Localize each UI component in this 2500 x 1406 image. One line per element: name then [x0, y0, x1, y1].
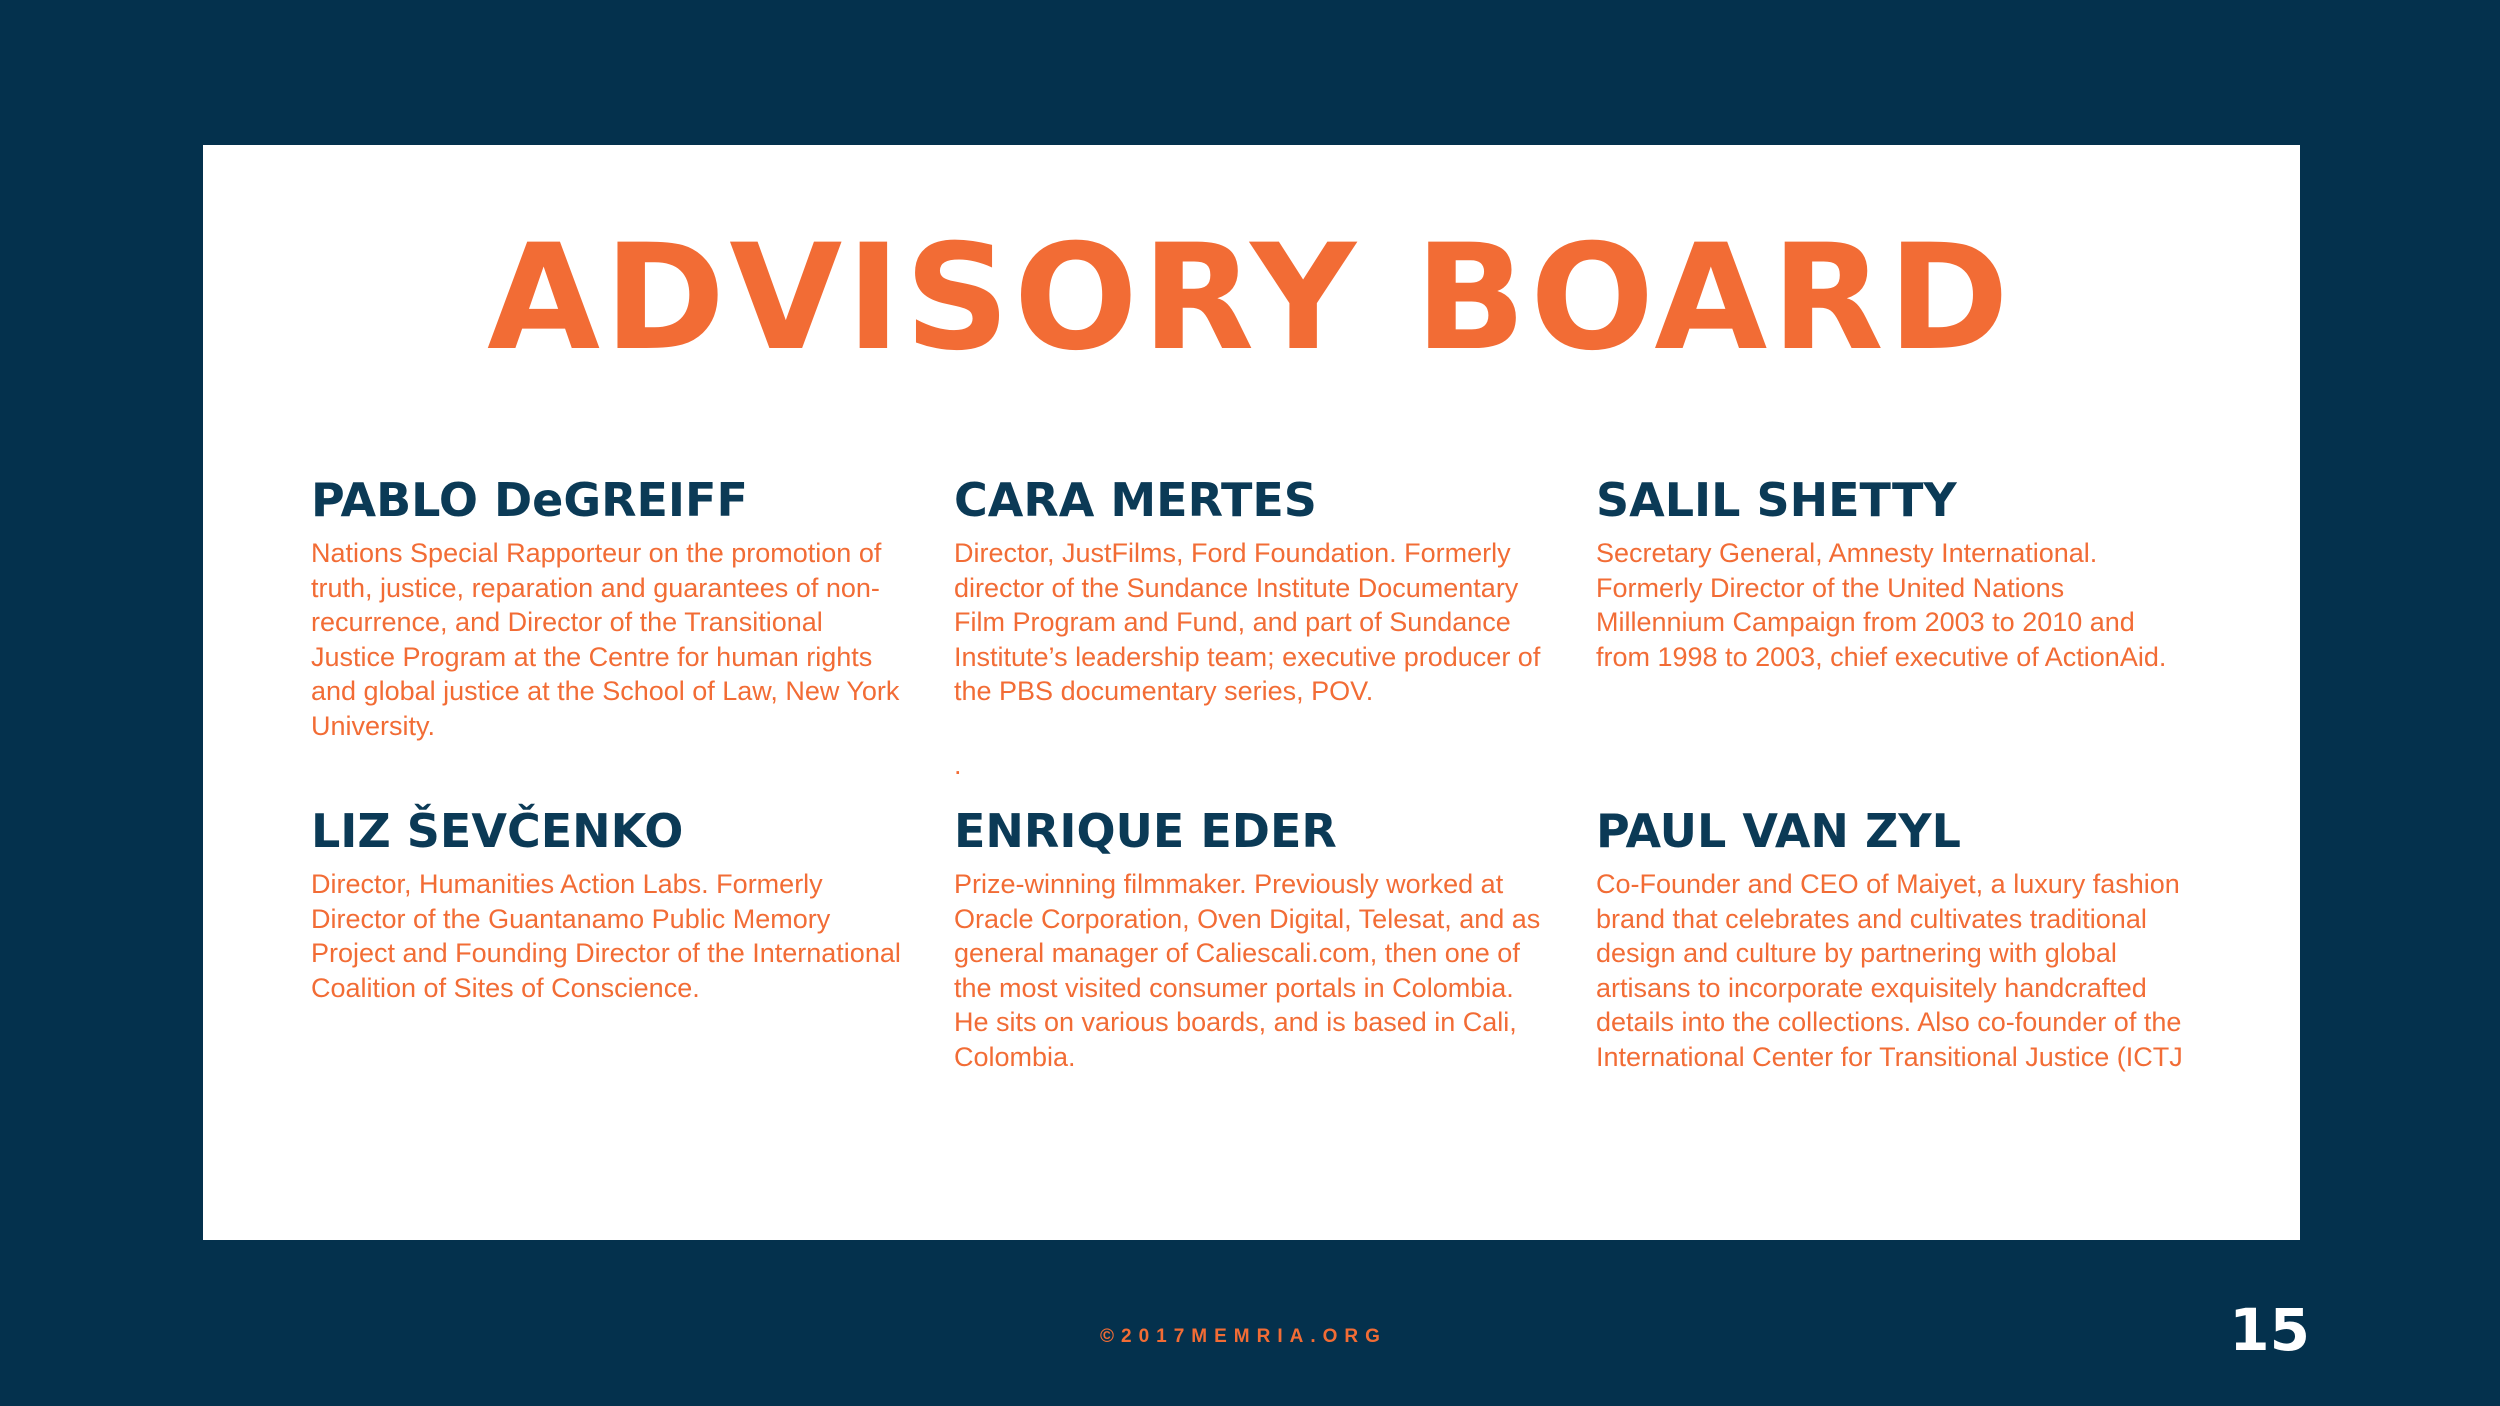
board-member-card — [311, 803, 901, 1005]
board-member-card — [311, 472, 901, 744]
board-member-card — [1596, 803, 2186, 1075]
member-bio: Prize-winning filmmaker. Previously worked at Oracle Corporation, Oven Digital, Telesat, and as general manager of Caliescali.com, then one of the most visited consumer portals in Colombia. He sits on various boards, and is based in Cali, Colombia. — [954, 869, 1541, 1072]
member-bio: Co-Founder and CEO of Maiyet, a luxury fashion brand that celebrates and cultivates traditional design and culture by partnering with global artisans to incorporate exquisitely handcrafted details into the collections. Also co-founder of the International Center for Transitional Justice (ICTJ — [1596, 869, 2183, 1072]
member-name: LIZ ŠEVČENKO — [311, 804, 684, 858]
board-member-card — [1596, 472, 2186, 674]
board-member-card — [954, 803, 1544, 1075]
member-name: PAUL VAN ZYL — [1596, 804, 1961, 858]
member-bio: Nations Special Rapporteur on the promotion of truth, justice, reparation and guarantees of non-recurrence, and Director of the Transitional Justice Program at the Centre for human rights and global justice at the School of Law, New York University. — [311, 538, 900, 741]
member-bio: Secretary General, Amnesty International. Formerly Director of the United Nations Millennium Campaign from 2003 to 2010 and from 1998 to 2003, chief executive of ActionAid. — [1596, 538, 2167, 672]
member-name: PABLO DeGREIFF — [311, 473, 748, 527]
member-name: SALIL SHETTY — [1596, 473, 1957, 527]
member-name: ENRIQUE EDER — [954, 804, 1337, 858]
member-bio: Director, JustFilms, Ford Foundation. Formerly director of the Sundance Institute Documentary Film Program and Fund, and part of Sundance Institute’s leadership team; executive producer of the PBS documentary series, POV. — [954, 538, 1541, 707]
page-number: 15 — [2229, 1296, 2310, 1364]
footer-credit: ©2017MEMRIA.ORG — [1100, 1326, 1387, 1347]
board-member-card — [954, 472, 1544, 709]
member-bio: Director, Humanities Action Labs. Formerly Director of the Guantanamo Public Memory Project and Founding Director of the International Coalition of Sites of Conscience. — [311, 869, 901, 1003]
member-name: CARA MERTES — [954, 473, 1317, 527]
page-title: ADVISORY BOARD — [487, 213, 2013, 383]
stray-period: . — [954, 750, 962, 780]
